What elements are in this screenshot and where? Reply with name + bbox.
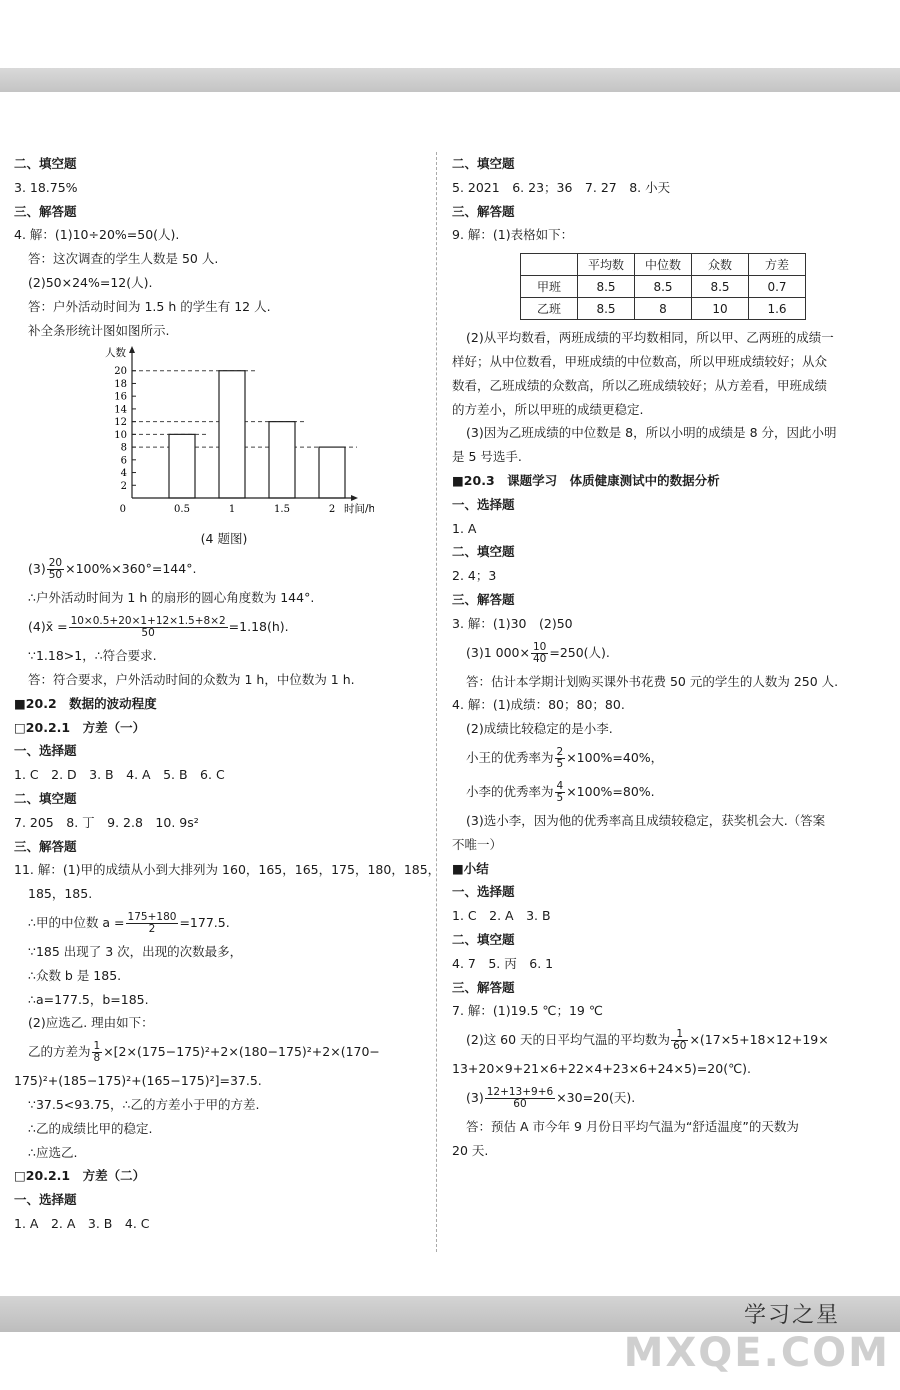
table-header-cell: 中位数 xyxy=(635,254,692,276)
text: ×100%×360°=144°. xyxy=(65,561,197,577)
answer-line xyxy=(452,636,872,670)
answer-line: 答：户外活动时间为 1.5 h 的学生有 12 人. xyxy=(28,298,271,314)
text: 小李的优秀率为 xyxy=(466,783,554,799)
answer-line: 7. 205 8. 丁 9. 2.8 10. 9s² xyxy=(14,814,199,830)
text: ∴甲的中位数 a = xyxy=(28,914,125,930)
heading-solve: 三、解答题 xyxy=(14,838,77,854)
bar xyxy=(319,447,345,498)
bar-chart xyxy=(74,346,424,526)
text: (3)1 000× xyxy=(466,644,530,660)
numerator: 10×0.5+20×1+12×1.5+8×2 xyxy=(70,615,226,628)
y-tick-label: 12 xyxy=(114,417,127,429)
y-tick-label: 2 xyxy=(120,481,127,493)
answer-line: (2)从平均数看，两班成绩的平均数相同，所以甲、乙两班的成绩一 xyxy=(466,330,834,346)
answer-line: ∴户外活动时间为 1 h 的扇形的圆心角度数为 144°. xyxy=(28,590,315,606)
denominator: 50 xyxy=(48,569,63,582)
x-axis-arrow xyxy=(351,495,358,501)
section-title: ■20.2 数据的波动程度 xyxy=(14,695,157,711)
numerator: 1 xyxy=(671,1029,688,1041)
denominator: 50 xyxy=(141,627,155,640)
answer-line xyxy=(452,1023,872,1057)
fraction xyxy=(555,781,566,804)
text: =250(人). xyxy=(549,644,610,660)
text: (2)这 60 天的日平均气温的平均数为 xyxy=(466,1032,671,1048)
denominator: 40 xyxy=(532,652,547,665)
denominator: 5 xyxy=(556,757,564,770)
fraction xyxy=(485,1087,555,1110)
section-title: ■20.3 课题学习 体质健康测试中的数据分析 xyxy=(452,472,720,488)
text: =1.18(h). xyxy=(228,619,289,635)
text: 乙的方差为 xyxy=(28,1044,91,1060)
heading-fill-blank: 二、填空题 xyxy=(14,156,77,171)
answer-line: 1. A 2. A 3. B 4. C xyxy=(14,1215,150,1231)
answer-line: 1. C 2. A 3. B xyxy=(452,908,551,924)
table-cell: 1.6 xyxy=(749,298,806,320)
answer-line: 4. 7 5. 丙 6. 1 xyxy=(452,955,554,971)
answer-line: 样好；从中位数看，甲班成绩的中位数高，所以甲班成绩较好；从众 xyxy=(452,353,828,369)
answer-line: 11. 解：(1)甲的成绩从小到大排列为 160，165，165，175，180，185， xyxy=(14,862,441,878)
answer-line: 20 天. xyxy=(452,1142,489,1158)
answer-line: ∴应选乙. xyxy=(28,1144,78,1160)
answer-line: ∴众数 b 是 185. xyxy=(28,967,122,983)
heading-fill-blank: 二、填空题 xyxy=(14,790,77,806)
column-divider xyxy=(436,152,437,1252)
y-tick-label: 8 xyxy=(120,442,127,454)
bar xyxy=(269,422,295,498)
x-axis-label: 时间/h xyxy=(344,503,374,516)
table-cell: 8 xyxy=(635,298,692,320)
answer-line: 答：预估 A 市今年 9 月份日平均气温为“舒适温度”的天数为 xyxy=(466,1118,799,1134)
x-tick-label: 0.5 xyxy=(174,504,190,516)
answer-line: 补全条形统计图如图所示. xyxy=(28,322,170,338)
answer-line xyxy=(14,1035,424,1069)
brand-logo: 学习之星 xyxy=(743,1303,840,1328)
denominator: 5 xyxy=(556,791,564,804)
answer-line: 13+20×9+21×6+22×4+23×6+24×5)=20(℃). xyxy=(452,1061,751,1077)
bar xyxy=(219,371,245,498)
table-cell: 8.5 xyxy=(578,276,635,298)
table-cell: 乙班 xyxy=(521,298,578,320)
table-cell: 0.7 xyxy=(749,276,806,298)
answer-line: 5. 2021 6. 23；36 7. 27 8. 小天 xyxy=(452,179,671,195)
fraction xyxy=(531,642,548,665)
answer-line xyxy=(14,906,424,940)
answer-line xyxy=(452,1081,872,1115)
answer-line: 1. C 2. D 3. B 4. A 5. B 6. C xyxy=(14,767,225,783)
text: ×(17×5+18×12+19× xyxy=(689,1032,829,1048)
heading-fill-blank: 二、填空题 xyxy=(452,544,515,560)
left-column xyxy=(14,152,441,1236)
answer-line: ∵37.5<93.75，∴乙的方差小于甲的方差. xyxy=(28,1096,260,1112)
table-cell: 8.5 xyxy=(635,276,692,298)
watermark: MXQE.COM xyxy=(623,1330,890,1376)
answer-line xyxy=(452,741,872,775)
fraction xyxy=(671,1029,688,1052)
answer-line: 答：估计本学期计划购买课外书花费 50 元的学生的人数为 250 人. xyxy=(466,673,839,689)
y-tick-label: 18 xyxy=(114,379,127,391)
answer-line: ∴a=177.5，b=185. xyxy=(28,991,149,1007)
denominator: 2 xyxy=(148,922,156,935)
text: =177.5. xyxy=(179,914,230,930)
subsection-title: □20.2.1 方差（二） xyxy=(14,1168,146,1184)
section-title: ■小结 xyxy=(452,860,489,876)
answer-line: 答：符合要求，户外活动时间的众数为 1 h，中位数为 1 h. xyxy=(28,671,355,687)
answer-line: 4. 解：(1)10÷20%=50(人). xyxy=(14,227,180,243)
x-tick-label: 1 xyxy=(228,504,236,516)
text: ×100%=80%. xyxy=(566,783,655,799)
numerator: 175+180 xyxy=(127,910,177,923)
table-cell: 甲班 xyxy=(521,276,578,298)
numerator: 2 xyxy=(556,745,564,758)
denominator: 60 xyxy=(673,1040,687,1053)
answer-line: 2. 4；3 xyxy=(452,568,497,584)
text: ×100%=40%， xyxy=(566,749,664,765)
answer-line: (3)选小李，因为他的优秀率高且成绩较稳定，获奖机会大.（答案 xyxy=(466,812,826,828)
heading-solve: 三、解答题 xyxy=(14,203,77,219)
answer-line: 是 5 号选手. xyxy=(452,449,522,465)
heading-choice: 一、选择题 xyxy=(452,496,515,512)
subsection-title: □20.2.1 方差（一） xyxy=(14,719,146,735)
answer-line: (2)50×24%=12(人). xyxy=(28,274,153,290)
denominator: 60 xyxy=(513,1097,527,1110)
numerator: 10 xyxy=(532,640,547,653)
heading-choice: 一、选择题 xyxy=(14,1192,77,1208)
score-table xyxy=(520,253,806,320)
heading-fill-blank: 二、填空题 xyxy=(452,931,515,947)
right-column xyxy=(452,152,872,1163)
x-tick-label: 1.5 xyxy=(274,504,290,516)
text: (4)x̄ = xyxy=(28,619,68,635)
table-header-cell: 平均数 xyxy=(578,254,635,276)
numerator: 1 xyxy=(93,1040,101,1053)
answer-line: 3. 18.75% xyxy=(14,179,78,195)
heading-solve: 三、解答题 xyxy=(452,591,515,607)
answer-line: (3)因为乙班成绩的中位数是 8，所以小明的成绩是 8 分，因此小明 xyxy=(466,425,837,441)
table-header-cell xyxy=(521,254,578,276)
table-cell: 8.5 xyxy=(578,298,635,320)
figure-caption: (4 题图) xyxy=(200,531,248,547)
y-tick-label: 16 xyxy=(114,392,127,404)
numerator: 12+13+9+6 xyxy=(486,1085,554,1098)
answer-line: (2)成绩比较稳定的是小李. xyxy=(466,721,613,737)
origin-label: 0 xyxy=(119,504,126,516)
bar-chart-svg xyxy=(74,346,374,526)
fraction xyxy=(126,912,179,935)
table-row xyxy=(521,298,806,320)
table-header-cell: 方差 xyxy=(749,254,806,276)
answer-line: ∵185 出现了 3 次，出现的次数最多， xyxy=(28,943,243,959)
answer-line: 答：这次调查的学生人数是 50 人. xyxy=(28,251,219,267)
text: ×30=20(天). xyxy=(556,1089,636,1105)
answer-line xyxy=(14,610,424,644)
answer-line: 9. 解：(1)表格如下： xyxy=(452,227,574,243)
answer-line: 4. 解：(1)成绩：80；80；80. xyxy=(452,697,625,713)
y-tick-label: 14 xyxy=(114,404,127,416)
fraction xyxy=(92,1041,103,1064)
denominator: 8 xyxy=(93,1052,101,1065)
heading-choice: 一、选择题 xyxy=(14,743,77,759)
fraction xyxy=(47,558,64,581)
fraction xyxy=(69,616,228,639)
answer-line: 7. 解：(1)19.5 ℃；19 ℃ xyxy=(452,1003,603,1019)
heading-solve: 三、解答题 xyxy=(452,979,515,995)
answer-line: 175)²+(185−175)²+(165−175)²]=37.5. xyxy=(14,1073,262,1089)
answer-line: ∵1.18>1，∴符合要求. xyxy=(28,648,157,664)
heading-choice: 一、选择题 xyxy=(452,884,515,900)
fraction xyxy=(555,747,566,770)
text: ×[2×(175−175)²+2×(180−175)²+2×(170− xyxy=(103,1044,380,1060)
table-header-cell: 众数 xyxy=(692,254,749,276)
x-tick-label: 2 xyxy=(328,504,336,516)
header-band xyxy=(0,68,900,92)
answer-line: 数看，乙班成绩的众数高，所以乙班成绩较好；从方差看，甲班成绩 xyxy=(452,377,828,393)
table-cell: 10 xyxy=(692,298,749,320)
answer-line: 185，185. xyxy=(28,886,93,902)
y-axis-label: 人数 xyxy=(105,347,126,360)
y-tick-label: 4 xyxy=(120,468,127,480)
numerator: 20 xyxy=(48,557,63,570)
y-axis-arrow xyxy=(129,346,135,353)
text: 小王的优秀率为 xyxy=(466,749,554,765)
y-tick-label: 10 xyxy=(114,430,127,442)
answer-line xyxy=(14,552,424,586)
heading-solve: 三、解答题 xyxy=(452,203,515,219)
y-tick-label: 20 xyxy=(114,366,127,378)
text: (3) xyxy=(466,1089,484,1105)
answer-line: 1. A xyxy=(452,520,477,536)
numerator: 4 xyxy=(556,779,564,792)
answer-line xyxy=(452,775,872,809)
answer-line: 3. 解：(1)30 (2)50 xyxy=(452,615,573,631)
heading-fill-blank: 二、填空题 xyxy=(452,156,515,171)
answer-line: (2)应选乙. 理由如下： xyxy=(28,1015,154,1031)
y-tick-label: 6 xyxy=(120,455,127,467)
table-row xyxy=(521,276,806,298)
table-cell: 8.5 xyxy=(692,276,749,298)
answer-line: 不唯一） xyxy=(452,836,503,852)
bar xyxy=(169,435,195,499)
answer-line: ∴乙的成绩比甲的稳定. xyxy=(28,1120,153,1136)
table-header-row xyxy=(521,254,806,276)
text: (3) xyxy=(28,561,46,577)
answer-line: 的方差小，所以甲班的成绩更稳定. xyxy=(452,401,644,417)
